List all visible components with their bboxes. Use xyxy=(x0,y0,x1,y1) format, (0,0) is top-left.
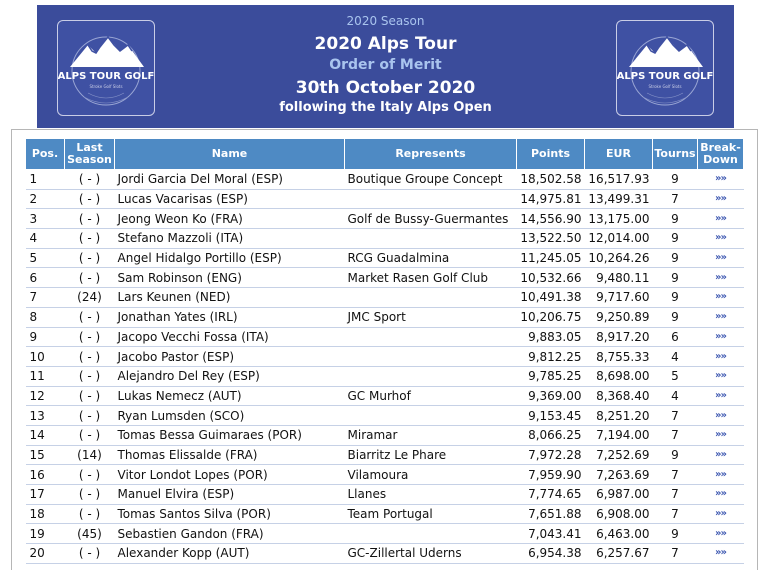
table-row xyxy=(26,366,744,386)
mountain-logo-icon xyxy=(617,21,713,115)
row-eur: 7,194.00 xyxy=(585,425,653,445)
row-represents xyxy=(345,347,517,367)
table-header-row xyxy=(26,139,744,170)
row-tourns: 9 xyxy=(653,170,698,190)
row-breakdown-link[interactable]: »» xyxy=(698,366,744,386)
row-pos: 7 xyxy=(26,288,65,308)
date-heading: 30th October 2020 xyxy=(295,78,476,98)
row-tourns: 5 xyxy=(653,366,698,386)
row-last-season: (45) xyxy=(65,524,115,544)
row-name: Thomas Elissalde (FRA) xyxy=(115,445,345,465)
row-points: 10,532.66 xyxy=(517,268,585,288)
row-eur: 8,917.20 xyxy=(585,327,653,347)
row-name: Jordi Garcia Del Moral (ESP) xyxy=(115,170,345,190)
row-pos: 17 xyxy=(26,485,65,505)
row-points: 7,972.28 xyxy=(517,445,585,465)
row-represents: Miramar xyxy=(345,425,517,445)
row-last-season: ( - ) xyxy=(65,307,115,327)
row-name: Lucas Vacarisas (ESP) xyxy=(115,189,345,209)
row-name: Jacobo Pastor (ESP) xyxy=(115,347,345,367)
table-row xyxy=(26,504,744,524)
row-breakdown-link[interactable]: »» xyxy=(698,288,744,308)
row-last-season: ( - ) xyxy=(65,366,115,386)
row-breakdown-link[interactable]: »» xyxy=(698,248,744,268)
row-represents: Biarritz Le Phare xyxy=(345,445,517,465)
row-breakdown-link[interactable]: »» xyxy=(698,209,744,229)
row-eur: 8,755.33 xyxy=(585,347,653,367)
row-eur: 8,368.40 xyxy=(585,386,653,406)
row-name: Lars Keunen (NED) xyxy=(115,288,345,308)
row-last-season: ( - ) xyxy=(65,209,115,229)
row-breakdown-link[interactable]: »» xyxy=(698,268,744,288)
table-row xyxy=(26,425,744,445)
row-points: 9,785.25 xyxy=(517,366,585,386)
row-eur: 16,517.93 xyxy=(585,170,653,190)
row-name: Jacopo Vecchi Fossa (ITA) xyxy=(115,327,345,347)
row-eur: 8,251.20 xyxy=(585,406,653,426)
row-breakdown-link[interactable]: »» xyxy=(698,347,744,367)
col-header-breakdown[interactable]: Break- Down xyxy=(698,139,744,170)
row-points: 6,954.38 xyxy=(517,544,585,564)
row-represents: Golf de Bussy-Guermantes xyxy=(345,209,517,229)
row-last-season: ( - ) xyxy=(65,327,115,347)
row-tourns: 6 xyxy=(653,327,698,347)
row-points: 7,043.41 xyxy=(517,524,585,544)
row-represents: Market Rasen Golf Club xyxy=(345,268,517,288)
table-row xyxy=(26,307,744,327)
table-row xyxy=(26,288,744,308)
row-represents: RCG Guadalmina xyxy=(345,248,517,268)
logo-text: ALPS TOUR GOLF xyxy=(58,71,154,82)
row-last-season: ( - ) xyxy=(65,544,115,564)
table-row xyxy=(26,524,744,544)
row-represents: Team Portugal xyxy=(345,504,517,524)
col-header-last-season[interactable]: Last Season xyxy=(65,139,115,170)
row-tourns: 7 xyxy=(653,465,698,485)
row-pos: 1 xyxy=(26,170,65,190)
row-points: 13,522.50 xyxy=(517,229,585,249)
row-tourns: 9 xyxy=(653,248,698,268)
row-last-season: ( - ) xyxy=(65,485,115,505)
row-pos: 12 xyxy=(26,386,65,406)
table-row xyxy=(26,268,744,288)
row-eur: 8,698.00 xyxy=(585,366,653,386)
table-row xyxy=(26,347,744,367)
row-last-season: ( - ) xyxy=(65,170,115,190)
row-name: Alexander Kopp (AUT) xyxy=(115,544,345,564)
row-breakdown-link[interactable]: »» xyxy=(698,189,744,209)
row-last-season: ( - ) xyxy=(65,189,115,209)
row-breakdown-link[interactable]: »» xyxy=(698,524,744,544)
table-row xyxy=(26,248,744,268)
row-tourns: 7 xyxy=(653,485,698,505)
row-last-season: ( - ) xyxy=(65,386,115,406)
row-points: 14,556.90 xyxy=(517,209,585,229)
row-points: 10,491.38 xyxy=(517,288,585,308)
row-pos: 10 xyxy=(26,347,65,367)
row-breakdown-link[interactable]: »» xyxy=(698,386,744,406)
table-body xyxy=(26,170,744,564)
row-pos: 2 xyxy=(26,189,65,209)
logo-subtext: Stroke Golf Slots xyxy=(89,84,123,89)
row-tourns: 9 xyxy=(653,445,698,465)
row-points: 9,153.45 xyxy=(517,406,585,426)
table-row xyxy=(26,406,744,426)
page-subtitle: Order of Merit xyxy=(329,57,442,73)
row-represents: Vilamoura xyxy=(345,465,517,485)
row-represents xyxy=(345,189,517,209)
row-tourns: 7 xyxy=(653,189,698,209)
row-tourns: 9 xyxy=(653,288,698,308)
row-tourns: 9 xyxy=(653,524,698,544)
row-breakdown-link[interactable]: »» xyxy=(698,485,744,505)
row-eur: 13,499.31 xyxy=(585,189,653,209)
col-header-name[interactable]: Name xyxy=(115,139,345,170)
table-row xyxy=(26,544,744,564)
table-row xyxy=(26,327,744,347)
row-name: Angel Hidalgo Portillo (ESP) xyxy=(115,248,345,268)
row-name: Alejandro Del Rey (ESP) xyxy=(115,366,345,386)
row-breakdown-link[interactable]: »» xyxy=(698,327,744,347)
header-banner xyxy=(37,5,734,128)
table-row xyxy=(26,485,744,505)
row-name: Stefano Mazzoli (ITA) xyxy=(115,229,345,249)
order-of-merit-table xyxy=(25,138,744,564)
logo-subtext: Stroke Golf Slots xyxy=(648,84,682,89)
row-name: Tomas Bessa Guimaraes (POR) xyxy=(115,425,345,445)
row-tourns: 7 xyxy=(653,544,698,564)
row-name: Ryan Lumsden (SCO) xyxy=(115,406,345,426)
row-points: 7,774.65 xyxy=(517,485,585,505)
row-represents xyxy=(345,327,517,347)
row-last-season: ( - ) xyxy=(65,229,115,249)
row-breakdown-link[interactable]: »» xyxy=(698,406,744,426)
row-points: 7,651.88 xyxy=(517,504,585,524)
row-pos: 16 xyxy=(26,465,65,485)
row-pos: 18 xyxy=(26,504,65,524)
row-name: Jonathan Yates (IRL) xyxy=(115,307,345,327)
row-points: 14,975.81 xyxy=(517,189,585,209)
table-row xyxy=(26,170,744,190)
col-header-tourns[interactable]: Tourns xyxy=(653,139,698,170)
row-eur: 13,175.00 xyxy=(585,209,653,229)
table-row xyxy=(26,229,744,249)
row-breakdown-link[interactable]: »» xyxy=(698,465,744,485)
row-represents xyxy=(345,366,517,386)
row-last-season: ( - ) xyxy=(65,465,115,485)
table-row xyxy=(26,189,744,209)
col-header-represents[interactable]: Represents xyxy=(345,139,517,170)
row-eur: 10,264.26 xyxy=(585,248,653,268)
row-pos: 20 xyxy=(26,544,65,564)
row-name: Tomas Santos Silva (POR) xyxy=(115,504,345,524)
row-breakdown-link[interactable]: »» xyxy=(698,425,744,445)
row-eur: 6,257.67 xyxy=(585,544,653,564)
row-eur: 9,250.89 xyxy=(585,307,653,327)
row-tourns: 9 xyxy=(653,307,698,327)
row-pos: 19 xyxy=(26,524,65,544)
row-points: 9,812.25 xyxy=(517,347,585,367)
row-pos: 5 xyxy=(26,248,65,268)
row-eur: 6,987.00 xyxy=(585,485,653,505)
row-represents: GC-Zillertal Uderns xyxy=(345,544,517,564)
row-tourns: 4 xyxy=(653,347,698,367)
row-represents: Boutique Groupe Concept xyxy=(345,170,517,190)
row-name: Manuel Elvira (ESP) xyxy=(115,485,345,505)
row-pos: 3 xyxy=(26,209,65,229)
row-tourns: 7 xyxy=(653,504,698,524)
row-pos: 11 xyxy=(26,366,65,386)
row-name: Lukas Nemecz (AUT) xyxy=(115,386,345,406)
table-row xyxy=(26,445,744,465)
row-tourns: 7 xyxy=(653,425,698,445)
logo-text: ALPS TOUR GOLF xyxy=(617,71,713,82)
row-pos: 14 xyxy=(26,425,65,445)
row-eur: 12,014.00 xyxy=(585,229,653,249)
row-pos: 15 xyxy=(26,445,65,465)
row-represents xyxy=(345,524,517,544)
row-represents xyxy=(345,288,517,308)
row-last-season: ( - ) xyxy=(65,504,115,524)
row-eur: 7,252.69 xyxy=(585,445,653,465)
row-pos: 13 xyxy=(26,406,65,426)
season-label: 2020 Season xyxy=(346,14,425,28)
table-row xyxy=(26,209,744,229)
col-header-eur[interactable]: EUR xyxy=(585,139,653,170)
row-breakdown-link[interactable]: »» xyxy=(698,307,744,327)
row-name: Sebastien Gandon (FRA) xyxy=(115,524,345,544)
alps-tour-logo-right[interactable] xyxy=(616,20,714,116)
row-name: Jeong Weon Ko (FRA) xyxy=(115,209,345,229)
row-points: 7,959.90 xyxy=(517,465,585,485)
event-heading: following the Italy Alps Open xyxy=(279,100,492,115)
row-breakdown-link[interactable]: »» xyxy=(698,170,744,190)
row-name: Vitor Londot Lopes (POR) xyxy=(115,465,345,485)
row-last-season: ( - ) xyxy=(65,268,115,288)
row-tourns: 9 xyxy=(653,209,698,229)
row-pos: 6 xyxy=(26,268,65,288)
row-breakdown-link[interactable]: »» xyxy=(698,229,744,249)
row-represents: Llanes xyxy=(345,485,517,505)
row-eur: 6,463.00 xyxy=(585,524,653,544)
row-points: 11,245.05 xyxy=(517,248,585,268)
row-represents: GC Murhof xyxy=(345,386,517,406)
row-tourns: 7 xyxy=(653,406,698,426)
row-points: 9,369.00 xyxy=(517,386,585,406)
row-name: Sam Robinson (ENG) xyxy=(115,268,345,288)
row-pos: 9 xyxy=(26,327,65,347)
row-represents: JMC Sport xyxy=(345,307,517,327)
row-last-season: ( - ) xyxy=(65,347,115,367)
row-last-season: (24) xyxy=(65,288,115,308)
row-points: 8,066.25 xyxy=(517,425,585,445)
col-header-pos[interactable]: Pos. xyxy=(26,139,65,170)
col-header-points[interactable]: Points xyxy=(517,139,585,170)
row-tourns: 9 xyxy=(653,268,698,288)
row-represents xyxy=(345,406,517,426)
row-breakdown-link[interactable]: »» xyxy=(698,445,744,465)
row-last-season: (14) xyxy=(65,445,115,465)
row-points: 9,883.05 xyxy=(517,327,585,347)
page-title: 2020 Alps Tour xyxy=(314,34,457,54)
row-eur: 6,908.00 xyxy=(585,504,653,524)
row-points: 18,502.58 xyxy=(517,170,585,190)
row-represents xyxy=(345,229,517,249)
row-pos: 8 xyxy=(26,307,65,327)
row-tourns: 9 xyxy=(653,229,698,249)
row-breakdown-link[interactable]: »» xyxy=(698,544,744,564)
table-row xyxy=(26,386,744,406)
row-last-season: ( - ) xyxy=(65,248,115,268)
row-last-season: ( - ) xyxy=(65,406,115,426)
row-tourns: 4 xyxy=(653,386,698,406)
table-row xyxy=(26,465,744,485)
row-eur: 9,480.11 xyxy=(585,268,653,288)
row-last-season: ( - ) xyxy=(65,425,115,445)
row-eur: 7,263.69 xyxy=(585,465,653,485)
row-pos: 4 xyxy=(26,229,65,249)
row-breakdown-link[interactable]: »» xyxy=(698,504,744,524)
row-points: 10,206.75 xyxy=(517,307,585,327)
row-eur: 9,717.60 xyxy=(585,288,653,308)
